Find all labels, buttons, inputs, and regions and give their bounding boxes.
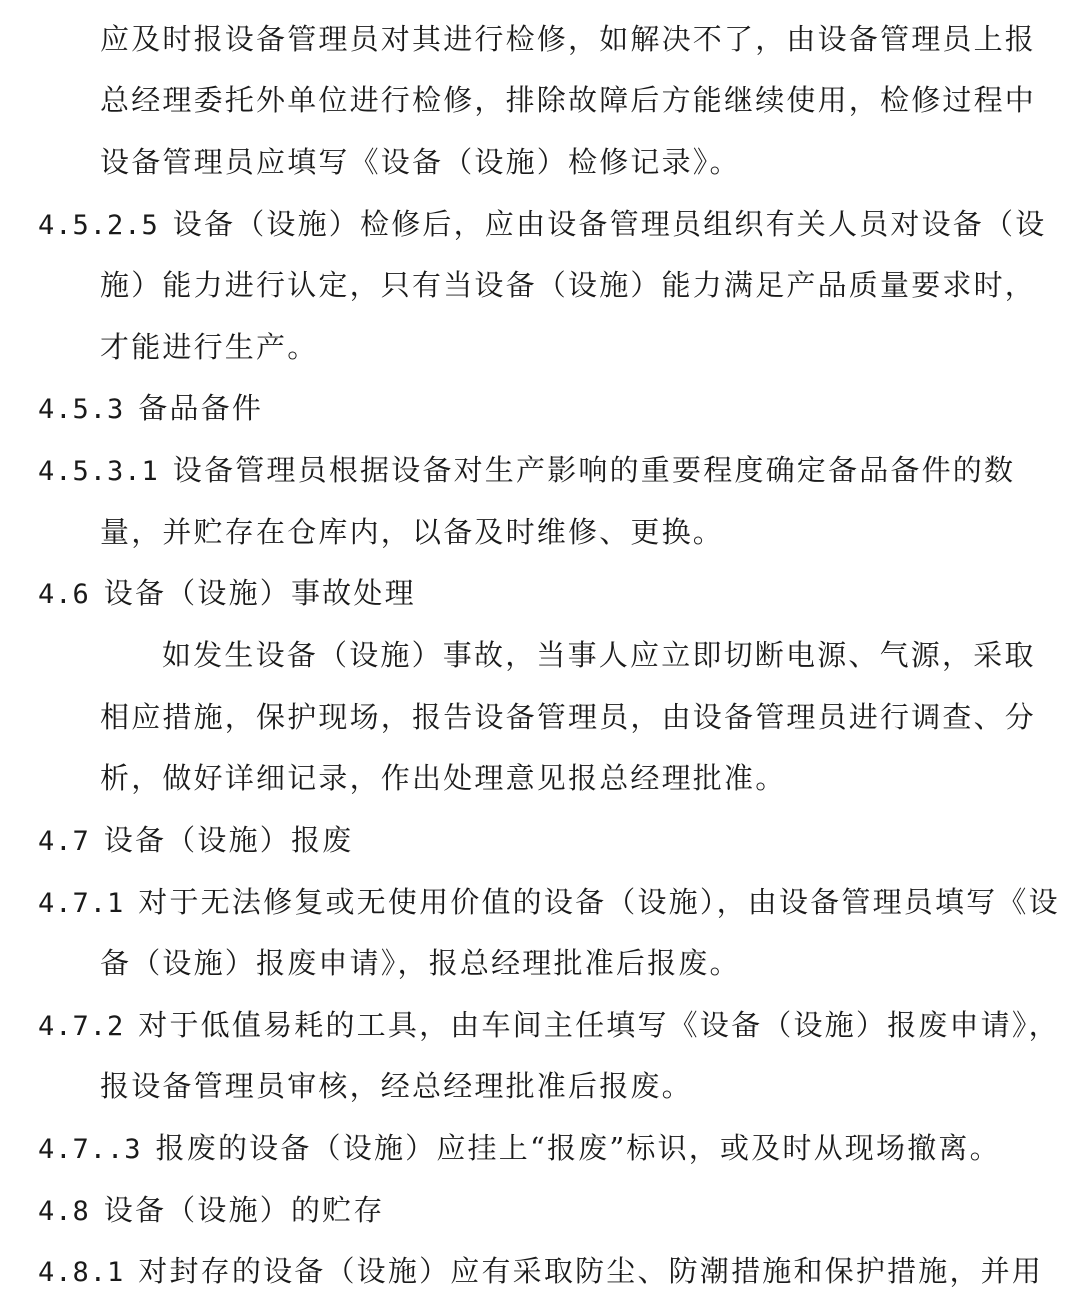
line-text: 对于无法修复或无使用价值的设备（设施），由设备管理员填写《设 bbox=[138, 885, 1060, 919]
clause-line bbox=[38, 193, 1046, 255]
text-line bbox=[100, 8, 1036, 70]
line-text: 对封存的设备（设施）应有采取防尘、防潮措施和保护措施，并用 bbox=[138, 1254, 1044, 1288]
text-line bbox=[100, 747, 786, 809]
line-text: 报废的设备（设施）应挂上“报废”标识，或及时从现场撤离。 bbox=[155, 1131, 1001, 1165]
clause-number: 4.5.3.1 bbox=[38, 456, 159, 487]
clause-number: 4.7.2 bbox=[38, 1011, 125, 1042]
heading-text: 设备（设施）的贮存 bbox=[103, 1193, 385, 1227]
line-text: 报设备管理员审核，经总经理批准后报废。 bbox=[100, 1069, 693, 1103]
line-text: 如发生设备（设施）事故，当事人应立即切断电源、气源，采取 bbox=[162, 638, 1036, 672]
text-line bbox=[100, 254, 1036, 316]
heading-text: 设备（设施）事故处理 bbox=[103, 576, 416, 610]
text-line bbox=[100, 1055, 693, 1117]
clause-number: 4.8 bbox=[38, 1196, 90, 1227]
heading-text: 备品备件 bbox=[138, 391, 264, 425]
line-text: 设备管理员应填写《设备（设施）检修记录》。 bbox=[100, 145, 741, 179]
clause-number: 4.7 bbox=[38, 826, 90, 857]
clause-number: 4.8.1 bbox=[38, 1257, 125, 1288]
clause-number: 4.7..3 bbox=[38, 1134, 142, 1165]
text-line bbox=[100, 316, 318, 378]
section-heading bbox=[38, 377, 263, 439]
line-text: 备（设施）报废申请》，报总经理批准后报废。 bbox=[100, 946, 741, 980]
text-line bbox=[100, 131, 741, 193]
clause-number: 4.6 bbox=[38, 579, 90, 610]
text-line bbox=[100, 686, 1036, 748]
text-line bbox=[100, 932, 741, 994]
line-text: 相应措施，保护现场，报告设备管理员，由设备管理员进行调查、分 bbox=[100, 700, 1037, 734]
clause-line bbox=[38, 1117, 1001, 1179]
clause-number: 4.5.3 bbox=[38, 394, 125, 425]
line-text: 对于低值易耗的工具，由车间主任填写《设备（设施）报废申请》， bbox=[138, 1008, 1060, 1042]
line-text: 应及时报设备管理员对其进行检修，如解决不了，由设备管理员上报 bbox=[100, 22, 1037, 56]
clause-line bbox=[38, 1240, 1043, 1302]
section-heading bbox=[38, 1179, 385, 1241]
section-heading bbox=[38, 562, 416, 624]
line-text: 总经理委托外单位进行检修，排除故障后方能继续使用，检修过程中 bbox=[100, 83, 1037, 117]
line-text: 析，做好详细记录，作出处理意见报总经理批准。 bbox=[100, 761, 787, 795]
heading-text: 设备（设施）报废 bbox=[103, 823, 354, 857]
line-text: 施）能力进行认定，只有当设备（设施）能力满足产品质量要求时， bbox=[100, 268, 1037, 302]
clause-line bbox=[38, 994, 1060, 1056]
clause-line bbox=[38, 439, 1015, 501]
line-text: 设备管理员根据设备对生产影响的重要程度确定备品备件的数 bbox=[172, 453, 1016, 487]
clause-number: 4.5.2.5 bbox=[38, 210, 159, 241]
text-line bbox=[100, 69, 1036, 131]
clause-number: 4.7.1 bbox=[38, 888, 125, 919]
section-heading bbox=[38, 809, 353, 871]
text-line bbox=[162, 624, 1036, 686]
text-line bbox=[100, 501, 724, 563]
line-text: 量，并贮存在仓库内，以备及时维修、更换。 bbox=[100, 515, 725, 549]
clause-line bbox=[38, 871, 1060, 933]
line-text: 才能进行生产。 bbox=[100, 330, 319, 364]
line-text: 设备（设施）检修后，应由设备管理员组织有关人员对设备（设 bbox=[172, 207, 1047, 241]
